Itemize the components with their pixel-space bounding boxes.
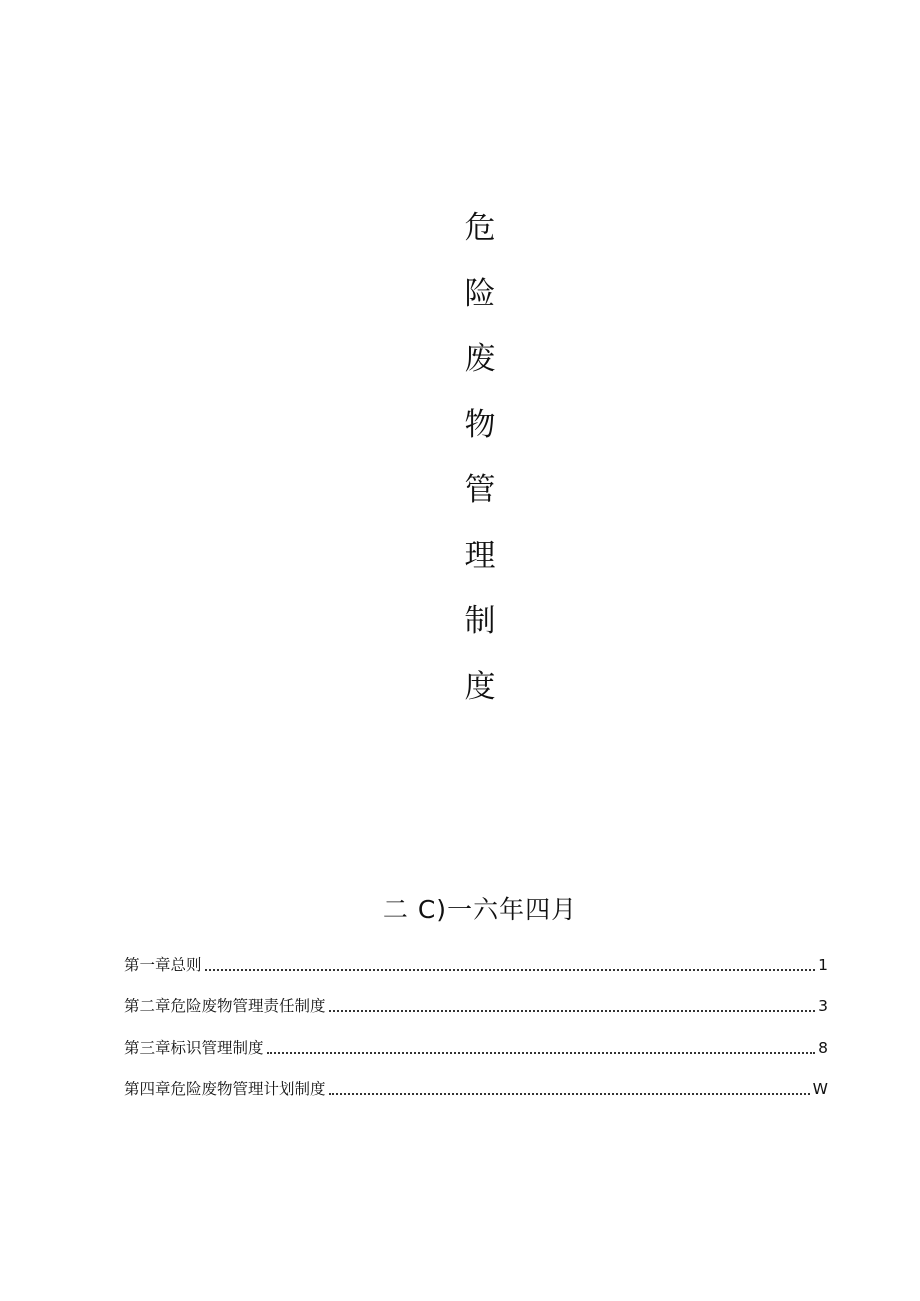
toc-entry-title: 第四章危险废物管理计划制度 bbox=[124, 1080, 326, 1098]
toc-entry[interactable] bbox=[124, 1059, 828, 1101]
title-character: 管 bbox=[464, 472, 496, 508]
title-character: 理 bbox=[464, 537, 496, 574]
document-title bbox=[440, 200, 520, 724]
toc-dot-leader bbox=[205, 968, 816, 971]
toc-entry[interactable] bbox=[124, 934, 828, 976]
toc-entry-page: 1 bbox=[818, 955, 828, 974]
toc-entry-page: 3 bbox=[818, 997, 828, 1015]
title-character: 险 bbox=[464, 275, 496, 312]
toc-entry-page: W bbox=[812, 1080, 828, 1098]
title-character: 制 bbox=[464, 603, 496, 639]
table-of-contents bbox=[124, 934, 828, 1100]
toc-entry[interactable] bbox=[124, 976, 828, 1018]
toc-dot-leader bbox=[267, 1051, 816, 1054]
toc-entry-title: 第三章标识管理制度 bbox=[124, 1038, 264, 1057]
document-date: 二 C)一六年四月 bbox=[382, 895, 578, 924]
toc-entry-title: 第二章危险废物管理责任制度 bbox=[124, 997, 326, 1015]
toc-dot-leader bbox=[329, 1092, 810, 1095]
toc-entry-title: 第一章总则 bbox=[124, 955, 202, 974]
title-character: 危 bbox=[464, 210, 496, 246]
toc-dot-leader bbox=[329, 1009, 816, 1012]
toc-entry-page: 8 bbox=[818, 1038, 828, 1057]
title-character: 物 bbox=[464, 406, 496, 443]
toc-entry[interactable] bbox=[124, 1017, 828, 1059]
title-character: 废 bbox=[464, 341, 496, 377]
title-character: 度 bbox=[464, 668, 496, 705]
